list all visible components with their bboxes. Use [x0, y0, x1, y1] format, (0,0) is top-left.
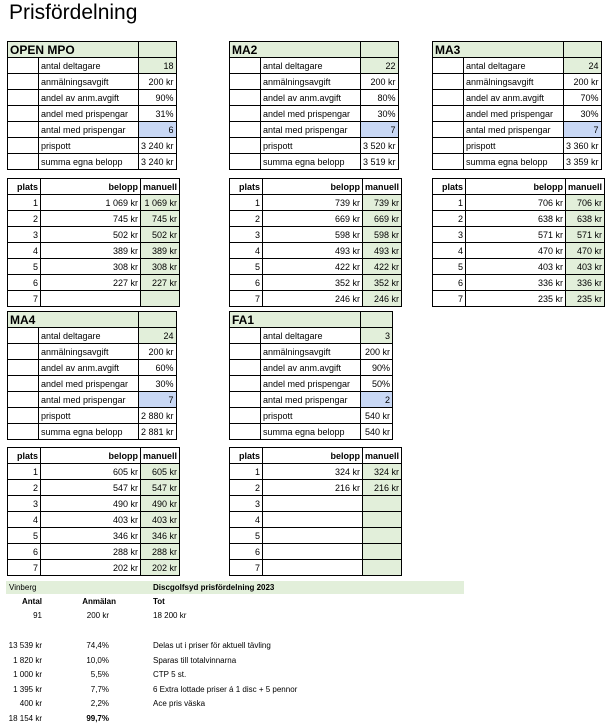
prize-manual[interactable]: 308 kr	[141, 259, 180, 275]
summary-header	[6, 581, 464, 594]
prize-manual[interactable]: 235 kr	[566, 291, 605, 307]
prize-table	[7, 447, 180, 576]
info-label: andel av anm.avgift	[261, 360, 361, 376]
info-value[interactable]: 3 360 kr	[564, 138, 602, 154]
prize-place: 6	[230, 275, 263, 291]
info-label: anmälningsavgift	[464, 74, 564, 90]
prize-amount: 352 kr	[263, 275, 363, 291]
prize-row	[230, 211, 402, 227]
prize-table	[229, 447, 402, 576]
header-belopp: belopp	[41, 179, 141, 195]
prize-manual[interactable]: 638 kr	[566, 211, 605, 227]
prize-amount: 745 kr	[41, 211, 141, 227]
info-label: andel av anm.avgift	[261, 90, 361, 106]
page-title: Prisfördelning	[9, 1, 138, 24]
summary-row-desc: 6 Extra lottade priser á 1 disc + 5 pennor	[153, 684, 298, 694]
prize-place: 1	[230, 464, 263, 480]
division-name: MA2	[230, 42, 361, 58]
summary-row-desc: Delas ut i priser för aktuell tävling	[153, 641, 271, 650]
prize-row	[8, 528, 180, 544]
prize-row	[433, 259, 605, 275]
info-label: andel av anm.avgift	[39, 90, 139, 106]
info-value[interactable]: 7	[139, 392, 177, 408]
prize-place: 2	[433, 211, 466, 227]
info-label: anmälningsavgift	[39, 344, 139, 360]
prize-amount: 403 kr	[466, 259, 566, 275]
prize-manual[interactable]	[363, 496, 402, 512]
header-plats: plats	[8, 179, 41, 195]
prize-place: 7	[8, 291, 41, 307]
division-info-table	[7, 41, 177, 170]
info-label: antal deltagare	[261, 328, 361, 344]
prize-row	[8, 195, 180, 211]
info-label: summa egna belopp	[261, 154, 361, 170]
info-value[interactable]: 24	[564, 58, 602, 74]
prize-place: 1	[8, 195, 41, 211]
prize-place: 7	[433, 291, 466, 307]
info-label: andel av anm.avgift	[464, 90, 564, 106]
prize-amount	[263, 512, 363, 528]
prize-place: 6	[8, 544, 41, 560]
prize-place: 4	[230, 243, 263, 259]
prize-place: 5	[8, 259, 41, 275]
prize-table	[432, 178, 605, 307]
prize-manual[interactable]: 571 kr	[566, 227, 605, 243]
col-tot: Tot	[153, 597, 165, 606]
division-name: MA4	[8, 312, 139, 328]
prize-amount: 493 kr	[263, 243, 363, 259]
prize-row	[8, 227, 180, 243]
prize-row	[8, 464, 180, 480]
info-value[interactable]: 200 kr	[361, 74, 399, 90]
prize-table	[7, 178, 180, 307]
info-value[interactable]: 3	[361, 328, 393, 344]
header-belopp: belopp	[263, 448, 363, 464]
header-plats: plats	[8, 448, 41, 464]
summary-anmalan: 200 kr	[86, 611, 109, 620]
prize-manual[interactable]: 288 kr	[141, 544, 180, 560]
prize-amount: 605 kr	[41, 464, 141, 480]
info-label: antal med prispengar	[261, 392, 361, 408]
info-value[interactable]: 200 kr	[139, 74, 177, 90]
summary-row-pct: 7,7%	[90, 684, 109, 694]
summary-row-desc: Ace pris väska	[153, 699, 206, 708]
division-info-table	[432, 41, 602, 170]
prize-row	[433, 243, 605, 259]
prize-manual[interactable]: 739 kr	[363, 195, 402, 211]
info-label: anmälningsavgift	[39, 74, 139, 90]
info-value[interactable]: 540 kr	[361, 408, 393, 424]
prize-place: 6	[8, 275, 41, 291]
prize-manual[interactable]	[363, 528, 402, 544]
summary-row	[6, 653, 464, 668]
prize-row	[230, 560, 402, 576]
prize-row	[230, 496, 402, 512]
prize-manual[interactable]: 422 kr	[363, 259, 402, 275]
prize-manual[interactable]: 706 kr	[566, 195, 605, 211]
summary-tot: 18 200 kr	[153, 611, 187, 620]
prize-amount	[263, 528, 363, 544]
prize-amount	[263, 544, 363, 560]
info-value[interactable]: 2 881 kr	[139, 424, 177, 440]
division-info-table	[229, 311, 393, 440]
prize-manual[interactable]: 324 kr	[363, 464, 402, 480]
prize-row	[230, 291, 402, 307]
division-info-table	[229, 41, 399, 170]
info-label: antal deltagare	[261, 58, 361, 74]
info-label: andel med prispengar	[39, 106, 139, 122]
prize-row	[230, 528, 402, 544]
prize-manual[interactable]: 403 kr	[141, 512, 180, 528]
division-name: MA3	[433, 42, 564, 58]
prize-place: 2	[8, 480, 41, 496]
prize-place: 4	[8, 512, 41, 528]
prize-row	[433, 275, 605, 291]
summary-total-amount: 18 154 kr	[8, 713, 42, 723]
info-label: anmälningsavgift	[261, 344, 361, 360]
prize-manual[interactable]: 493 kr	[363, 243, 402, 259]
prize-row	[230, 544, 402, 560]
prize-manual[interactable]: 336 kr	[566, 275, 605, 291]
prize-place: 2	[8, 211, 41, 227]
info-label: prispott	[261, 408, 361, 424]
prize-row	[8, 259, 180, 275]
info-value[interactable]: 3 519 kr	[361, 154, 399, 170]
prize-manual[interactable]: 202 kr	[141, 560, 180, 576]
info-label: antal med prispengar	[261, 122, 361, 138]
summary-location: Vinberg	[9, 583, 37, 592]
prize-row	[230, 275, 402, 291]
prize-manual[interactable]: 227 kr	[141, 275, 180, 291]
prize-row	[8, 512, 180, 528]
prize-place: 6	[433, 275, 466, 291]
division-name: FA1	[230, 312, 361, 328]
info-label: anmälningsavgift	[261, 74, 361, 90]
prize-amount: 216 kr	[263, 480, 363, 496]
info-value[interactable]: 2 880 kr	[139, 408, 177, 424]
summary-section	[6, 581, 464, 725]
prize-row	[8, 211, 180, 227]
col-anmalan: Anmälan	[82, 597, 116, 606]
info-label: antal deltagare	[39, 328, 139, 344]
prize-amount	[263, 560, 363, 576]
prize-amount: 346 kr	[41, 528, 141, 544]
prize-amount: 324 kr	[263, 464, 363, 480]
prize-manual[interactable]: 598 kr	[363, 227, 402, 243]
info-label: summa egna belopp	[39, 154, 139, 170]
prize-amount	[41, 291, 141, 307]
summary-heading: Discgolfsyd prisfördelning 2023	[153, 583, 275, 592]
info-label: summa egna belopp	[261, 424, 361, 440]
info-value[interactable]: 3 359 kr	[564, 154, 602, 170]
info-value[interactable]: 24	[139, 328, 177, 344]
header-manuell: manuell	[363, 179, 402, 195]
prize-row	[433, 195, 605, 211]
prize-manual[interactable]: 547 kr	[141, 480, 180, 496]
info-value[interactable]: 50%	[361, 376, 393, 392]
prize-amount: 598 kr	[263, 227, 363, 243]
summary-row	[6, 638, 464, 653]
prize-row	[230, 227, 402, 243]
info-label: antal med prispengar	[39, 122, 139, 138]
prize-row	[230, 243, 402, 259]
info-label: prispott	[39, 138, 139, 154]
prize-row	[8, 544, 180, 560]
prize-place: 3	[433, 227, 466, 243]
prize-manual[interactable]: 669 kr	[363, 211, 402, 227]
prize-manual[interactable]: 216 kr	[363, 480, 402, 496]
info-label: andel med prispengar	[261, 376, 361, 392]
info-value[interactable]: 70%	[564, 90, 602, 106]
info-value[interactable]: 6	[139, 122, 177, 138]
prize-place: 4	[8, 243, 41, 259]
summary-row-amount: 400 kr	[19, 699, 42, 708]
prize-place: 5	[433, 259, 466, 275]
prize-place: 7	[8, 560, 41, 576]
prize-manual[interactable]	[363, 512, 402, 528]
prize-row	[230, 195, 402, 211]
info-value[interactable]: 90%	[361, 360, 393, 376]
prize-place: 4	[230, 512, 263, 528]
header-plats: plats	[230, 179, 263, 195]
prize-amount: 669 kr	[263, 211, 363, 227]
prize-row	[230, 259, 402, 275]
prize-manual[interactable]: 346 kr	[141, 528, 180, 544]
prize-row	[8, 560, 180, 576]
summary-row-pct: 2,2%	[90, 699, 109, 708]
summary-total-row	[6, 711, 464, 725]
info-label: andel av anm.avgift	[39, 360, 139, 376]
info-label: summa egna belopp	[464, 154, 564, 170]
info-value[interactable]: 30%	[564, 106, 602, 122]
info-value[interactable]: 30%	[361, 106, 399, 122]
prize-manual[interactable]: 470 kr	[566, 243, 605, 259]
info-value[interactable]: 60%	[139, 360, 177, 376]
info-value[interactable]: 3 520 kr	[361, 138, 399, 154]
prize-row	[230, 464, 402, 480]
prize-manual[interactable]: 490 kr	[141, 496, 180, 512]
summary-col-headers	[6, 594, 464, 608]
prize-place: 3	[230, 227, 263, 243]
prize-amount: 227 kr	[41, 275, 141, 291]
prize-manual[interactable]: 605 kr	[141, 464, 180, 480]
summary-row	[6, 682, 464, 697]
info-value[interactable]: 7	[564, 122, 602, 138]
prize-place: 1	[433, 195, 466, 211]
prize-manual[interactable]: 246 kr	[363, 291, 402, 307]
prize-amount: 403 kr	[41, 512, 141, 528]
info-value[interactable]: 90%	[139, 90, 177, 106]
summary-total-pct: 99,7%	[86, 713, 109, 723]
prize-row	[8, 243, 180, 259]
prize-place: 7	[230, 291, 263, 307]
prize-amount: 638 kr	[466, 211, 566, 227]
prize-amount: 202 kr	[41, 560, 141, 576]
prize-manual[interactable]	[363, 544, 402, 560]
prize-amount: 235 kr	[466, 291, 566, 307]
info-value[interactable]: 80%	[361, 90, 399, 106]
summary-row-pct: 10,0%	[86, 655, 109, 665]
prize-place: 5	[230, 528, 263, 544]
prize-place: 5	[230, 259, 263, 275]
division-name: OPEN MPO	[8, 42, 139, 58]
summary-row-desc: Sparas till totalvinnarna	[153, 655, 237, 665]
prize-place: 3	[8, 496, 41, 512]
info-label: antal deltagare	[464, 58, 564, 74]
prize-amount: 547 kr	[41, 480, 141, 496]
info-value[interactable]: 3 240 kr	[139, 154, 177, 170]
prize-row	[230, 512, 402, 528]
summary-row-desc: CTP 5 st.	[153, 670, 187, 679]
info-label: summa egna belopp	[39, 424, 139, 440]
summary-row-amount: 1 395 kr	[13, 684, 42, 694]
info-value[interactable]: 30%	[139, 376, 177, 392]
header-manuell: manuell	[141, 179, 180, 195]
summary-row-amount: 13 539 kr	[8, 641, 42, 650]
prize-amount: 739 kr	[263, 195, 363, 211]
prize-row	[433, 227, 605, 243]
prize-manual[interactable]: 389 kr	[141, 243, 180, 259]
prize-amount: 336 kr	[466, 275, 566, 291]
prize-manual[interactable]: 745 kr	[141, 211, 180, 227]
prize-manual[interactable]	[141, 291, 180, 307]
summary-row-amount: 1 820 kr	[13, 655, 42, 665]
info-label: prispott	[464, 138, 564, 154]
prize-amount: 502 kr	[41, 227, 141, 243]
prize-manual[interactable]: 502 kr	[141, 227, 180, 243]
prize-place: 4	[433, 243, 466, 259]
prize-place: 3	[230, 496, 263, 512]
prize-amount: 470 kr	[466, 243, 566, 259]
prize-place: 2	[230, 480, 263, 496]
prize-row	[8, 480, 180, 496]
summary-row	[6, 696, 464, 711]
prize-manual[interactable]: 403 kr	[566, 259, 605, 275]
prize-manual[interactable]	[363, 560, 402, 576]
prize-amount: 706 kr	[466, 195, 566, 211]
info-value[interactable]: 200 kr	[564, 74, 602, 90]
prize-row	[433, 291, 605, 307]
info-value[interactable]: 200 kr	[361, 344, 393, 360]
prize-amount: 422 kr	[263, 259, 363, 275]
prize-place: 3	[8, 227, 41, 243]
prize-amount: 288 kr	[41, 544, 141, 560]
header-plats: plats	[230, 448, 263, 464]
prize-place: 1	[230, 195, 263, 211]
summary-row-pct: 74,4%	[86, 641, 109, 650]
division-info-table	[7, 311, 177, 440]
prize-amount: 308 kr	[41, 259, 141, 275]
info-value[interactable]: 31%	[139, 106, 177, 122]
info-label: antal deltagare	[39, 58, 139, 74]
info-label: andel med prispengar	[39, 376, 139, 392]
col-antal: Antal	[22, 597, 42, 606]
prize-manual[interactable]: 352 kr	[363, 275, 402, 291]
info-value[interactable]: 540 kr	[361, 424, 393, 440]
prize-place: 5	[8, 528, 41, 544]
header-belopp: belopp	[466, 179, 566, 195]
prize-amount: 1 069 kr	[41, 195, 141, 211]
prize-row	[8, 496, 180, 512]
info-value[interactable]: 2	[361, 392, 393, 408]
header-plats: plats	[433, 179, 466, 195]
info-value[interactable]: 3 240 kr	[139, 138, 177, 154]
summary-values	[6, 608, 464, 622]
prize-amount: 246 kr	[263, 291, 363, 307]
summary-row-pct: 5,5%	[90, 670, 109, 679]
prize-amount	[263, 496, 363, 512]
info-label: prispott	[39, 408, 139, 424]
prize-place: 6	[230, 544, 263, 560]
prize-place: 7	[230, 560, 263, 576]
info-label: andel med prispengar	[261, 106, 361, 122]
header-belopp: belopp	[41, 448, 141, 464]
info-value[interactable]: 200 kr	[139, 344, 177, 360]
prize-amount: 490 kr	[41, 496, 141, 512]
prize-place: 1	[8, 464, 41, 480]
prize-table	[229, 178, 402, 307]
header-manuell: manuell	[141, 448, 180, 464]
info-label: prispott	[261, 138, 361, 154]
prize-row	[433, 211, 605, 227]
prize-row	[230, 480, 402, 496]
info-label: antal med prispengar	[464, 122, 564, 138]
summary-row-amount: 1 000 kr	[13, 670, 42, 679]
info-label: andel med prispengar	[464, 106, 564, 122]
prize-row	[8, 275, 180, 291]
header-belopp: belopp	[263, 179, 363, 195]
prize-manual[interactable]: 1 069 kr	[141, 195, 180, 211]
prize-amount: 389 kr	[41, 243, 141, 259]
summary-row	[6, 667, 464, 682]
prize-row	[8, 291, 180, 307]
header-manuell: manuell	[566, 179, 605, 195]
header-manuell: manuell	[363, 448, 402, 464]
info-value[interactable]: 18	[139, 58, 177, 74]
info-value[interactable]: 7	[361, 122, 399, 138]
info-value[interactable]: 22	[361, 58, 399, 74]
prize-amount: 571 kr	[466, 227, 566, 243]
summary-antal: 91	[33, 611, 42, 620]
prize-place: 2	[230, 211, 263, 227]
info-label: antal med prispengar	[39, 392, 139, 408]
